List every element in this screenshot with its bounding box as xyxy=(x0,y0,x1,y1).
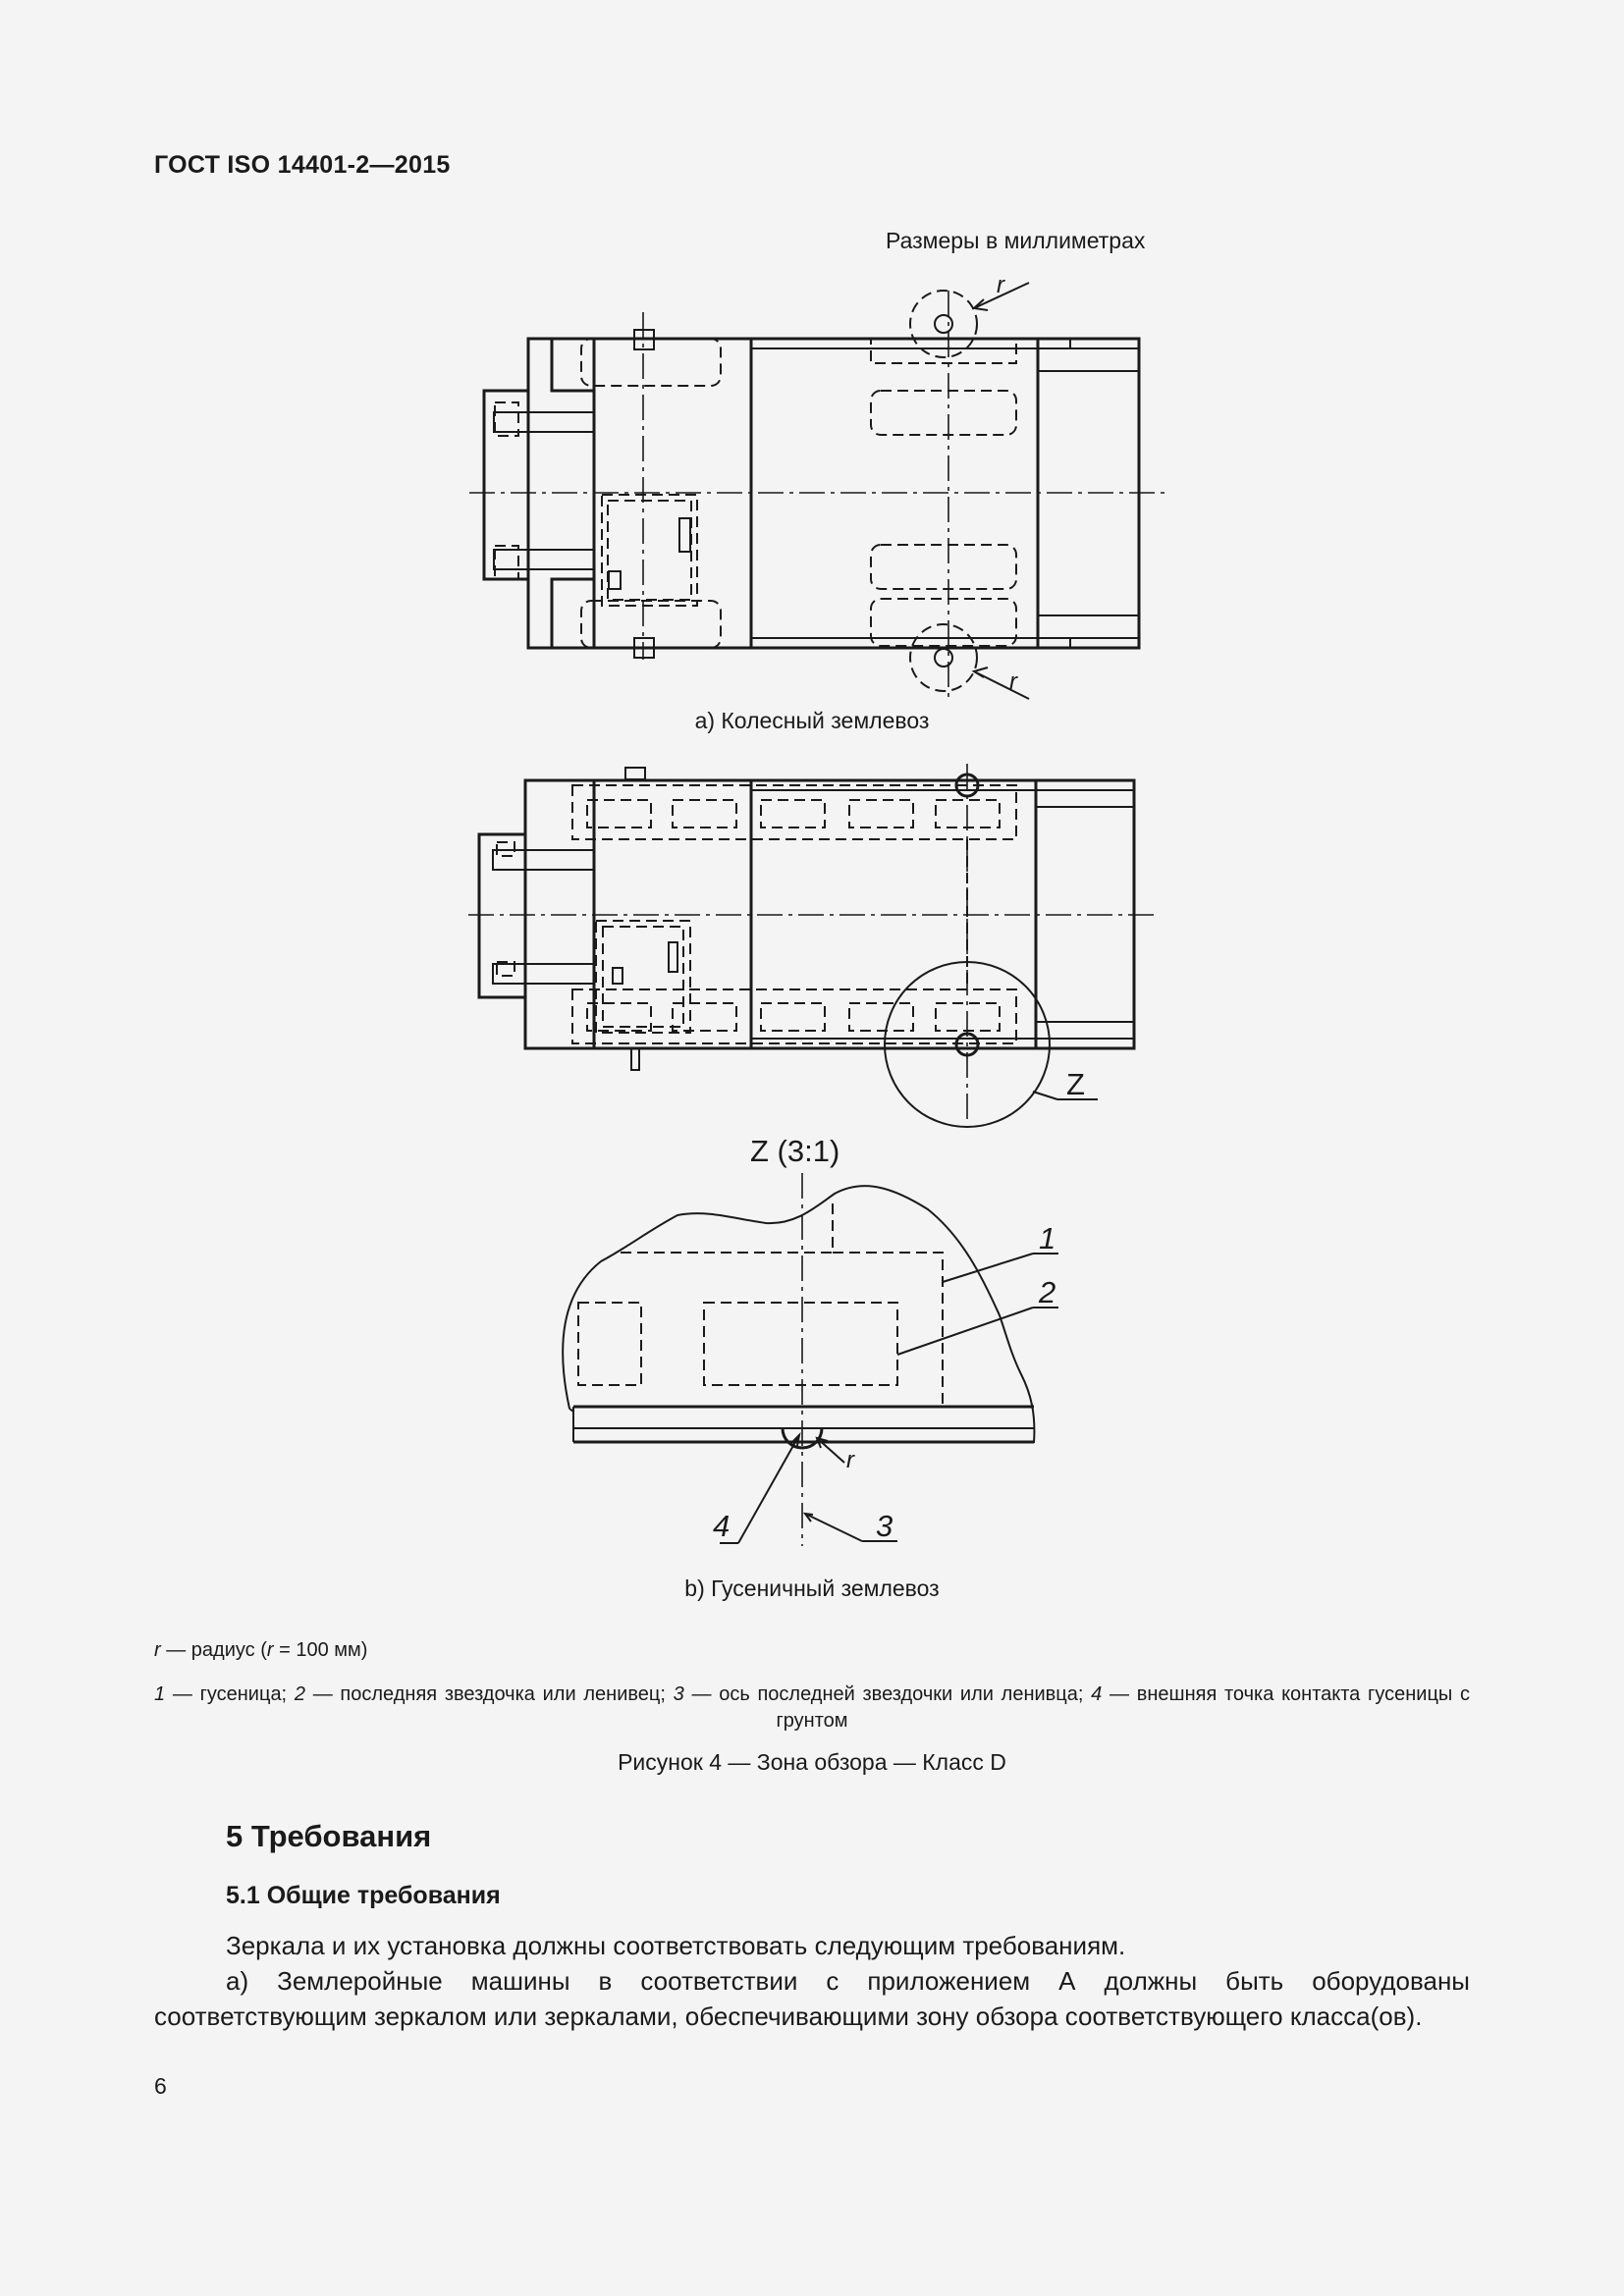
legend-key-num: 1 xyxy=(154,1683,166,1705)
legend-r-symbol: r xyxy=(154,1639,161,1661)
r-label-top: r xyxy=(997,272,1004,298)
subsection-title: 5.1 Общие требования xyxy=(226,1882,501,1909)
legend-radius xyxy=(154,1639,367,1662)
legend-key-num: 2 xyxy=(294,1683,305,1705)
legend-key-text: — внешняя точка контакта гусеницы с грунтом xyxy=(776,1683,1470,1732)
callout-2: 2 xyxy=(1039,1275,1056,1309)
z-scale-label: Z (3:1) xyxy=(750,1134,840,1168)
legend-r-symbol-2: r xyxy=(266,1639,274,1661)
detail-z-drawing xyxy=(563,1134,1058,1546)
callout-1: 1 xyxy=(1039,1221,1056,1255)
z-label: Z xyxy=(1066,1067,1085,1101)
dimensions-note: Размеры в миллиметрах xyxy=(886,228,1146,253)
legend-key-text: — последняя звездочка или ленивец; xyxy=(304,1683,674,1705)
paragraph-1: Зеркала и их установка должны соответствовать следующим требованиям. xyxy=(226,1931,1126,1960)
legend-r-text: — радиус ( xyxy=(160,1639,267,1661)
legend-key-text: — гусеница; xyxy=(165,1683,295,1705)
legend-r-value: = 100 мм) xyxy=(273,1639,368,1661)
legend-keys xyxy=(154,1682,1470,1735)
document-header: ГОСТ ISO 14401-2—2015 xyxy=(154,151,451,179)
page-number: 6 xyxy=(154,2073,167,2099)
caption-wheeled: a) Колесный землевоз xyxy=(694,708,930,733)
figure-title: Рисунок 4 — Зона обзора — Класс D xyxy=(618,1749,1006,1775)
legend-key-num: 3 xyxy=(673,1683,684,1705)
callout-3: 3 xyxy=(876,1509,893,1543)
r-label-detail: r xyxy=(846,1447,854,1473)
legend-key-text: — ось последней звездочки или ленивца; xyxy=(683,1683,1092,1705)
paragraph-2: a) Землеройные машины в соответствии с приложением А должны быть оборудованы соответствующим зеркалом или зеркалами, обеспечивающими зону обзора соответствующего класса(ов). xyxy=(154,1966,1470,2031)
tracked-dumper-drawing xyxy=(468,764,1155,1127)
callout-4: 4 xyxy=(713,1509,731,1543)
legend-key-num: 4 xyxy=(1091,1683,1103,1705)
r-label-bottom: r xyxy=(1009,668,1017,695)
section-title: 5 Требования xyxy=(226,1819,432,1853)
caption-tracked: b) Гусеничный землевоз xyxy=(684,1575,940,1601)
wheeled-dumper-drawing xyxy=(469,272,1166,702)
